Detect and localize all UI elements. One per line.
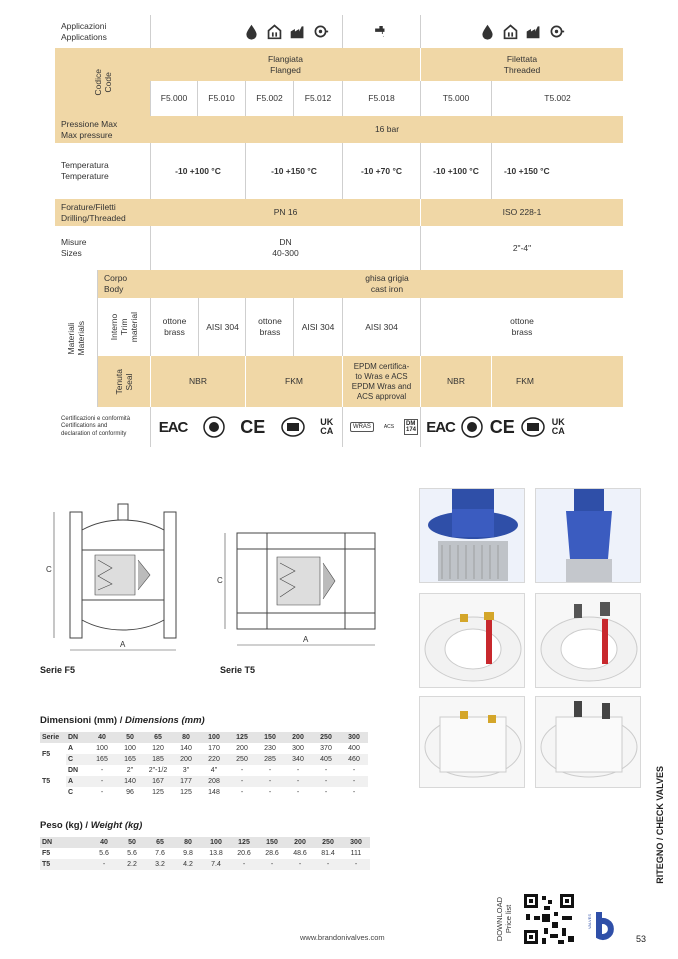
quality-seal-icon (461, 416, 483, 438)
temperature-value: -10 +150 °C (271, 165, 317, 176)
drilling-flanged: PN 16 (273, 207, 298, 217)
ce-mark: CE (240, 416, 266, 437)
pump-icon (548, 23, 565, 40)
dm174-mark: DM 174 (406, 421, 417, 433)
tap-icon (373, 23, 390, 40)
seal-value: EPDM certifica- to Wras e ACS EPDM Wras and ACS approval (351, 361, 412, 401)
body-row (98, 270, 623, 298)
drilling-row (55, 199, 623, 226)
seal-label-cell (98, 356, 150, 407)
cert-marks-drinking (345, 415, 423, 439)
wras-mark: WRAS (350, 422, 374, 432)
dim-a-label: A (303, 635, 309, 644)
temperature-value: -10 +100 °C (433, 165, 479, 176)
applications-row (55, 15, 623, 48)
temperature-value: -10 +100 °C (175, 165, 221, 176)
trim-row (98, 298, 623, 356)
seal-value: FKM (516, 376, 534, 386)
code-cell: T5.000 (442, 93, 470, 103)
water-drop-icon (479, 23, 496, 40)
max-pressure-row (55, 116, 623, 143)
table-row: C 165 165 185 200 220 250 285 340 405 460 (40, 754, 368, 765)
ce-mark: CE (489, 416, 515, 437)
product-photo (419, 593, 525, 688)
dim-c-label: C (46, 565, 52, 574)
product-photo (535, 696, 641, 788)
certifications-label: Certificazioni e conformità Certifications and declaration of conformity (61, 415, 131, 437)
temperature-row (55, 143, 623, 199)
code-cell: F5.018 (368, 93, 395, 103)
brand-text: VALVES (587, 914, 592, 929)
table-row: C - 96 125 125 148 - - - - - (68, 789, 356, 796)
certifications-row (55, 407, 623, 447)
applications-icons-drinking (343, 15, 420, 48)
flanged-header: Flangiata Flanged (268, 53, 303, 75)
download-label: DOWNLOAD Price list (495, 896, 513, 942)
website-link[interactable]: www.brandonivalves.com (300, 933, 385, 942)
threaded-valve-image (536, 489, 641, 583)
seal-row (98, 356, 623, 407)
t5-caption: Serie T5 (220, 665, 256, 675)
body-label: Corpo Body (104, 273, 128, 294)
weight-title: Peso (kg) / Weight (kg) (40, 820, 143, 831)
cert-marks-threaded (423, 415, 568, 439)
quality-seal-icon (203, 416, 225, 438)
trim-label: Interno Trim material (109, 311, 139, 343)
trim-value: AISI 304 (206, 321, 239, 332)
eac-mark: EAC (158, 418, 188, 436)
seal-value: NBR (447, 376, 465, 386)
seal-label: Tenuta Seal (114, 368, 134, 395)
product-photo (535, 488, 641, 583)
code-cell: F5.010 (208, 93, 235, 103)
side-title: RITEGNO / CHECK VALVES (655, 766, 665, 884)
product-photo (419, 696, 525, 788)
dim-a-label: A (120, 640, 126, 649)
ukca-mark: UK CA (320, 417, 334, 436)
codes-row (55, 81, 623, 116)
body-value: ghisa grigia cast iron (365, 273, 409, 294)
weight-table (40, 837, 370, 870)
f5-section-drawing (40, 490, 190, 660)
table-row: DN 40 50 65 80 100 125 150 200 250 300 (40, 837, 370, 848)
cutaway-valve-image (536, 594, 641, 688)
dim-c-label: C (217, 576, 223, 585)
seal-value: NBR (189, 376, 207, 386)
table-row: T5 DN - 2" 2"-1/2 3" 4" - - - - - (42, 767, 356, 785)
factory-icon (289, 23, 306, 40)
temperature-value: -10 +150 °C (504, 165, 550, 176)
drilling-label: Forature/Filetti Drilling/Threaded (61, 201, 126, 223)
max-pressure-label: Pressione Max Max pressure (61, 118, 118, 140)
applications-label: Applicazioni Applications (61, 20, 107, 42)
threaded-header: Filettata Threaded (503, 53, 541, 75)
seal-value: FKM (285, 376, 303, 386)
code-label: Codice Code (92, 68, 113, 96)
ukca-mark: UK CA (551, 417, 565, 436)
max-pressure-value: 16 bar (374, 124, 400, 134)
cutaway-valve-image (420, 594, 525, 688)
table-row: F5 A 100 100 120 140 170 200 230 300 370 400 (42, 745, 360, 758)
product-photo (419, 488, 525, 583)
house-heating-icon (502, 23, 519, 40)
product-photo (535, 593, 641, 688)
code-cell: F5.002 (256, 93, 283, 103)
code-cell: F5.012 (304, 93, 332, 103)
gost-seal-icon (281, 417, 305, 437)
table-row: Serie DN 40 50 65 80 100 125 150 200 250 300 (40, 732, 368, 743)
gost-seal-icon (521, 417, 545, 437)
temperature-value: -10 +70 °C (361, 165, 402, 176)
table-row: F5 5.6 5.6 7.6 9.8 13.8 20.6 28.6 48.6 81.4 111 (42, 850, 362, 857)
body-valve-image (420, 697, 525, 788)
trim-value: ottone brass (258, 316, 282, 337)
t5-section-drawing (215, 525, 380, 650)
sizes-label: Misure Sizes (61, 237, 87, 258)
trim-label-cell (98, 298, 150, 356)
dimensions-title: Dimensioni (mm) / Dimensions (mm) (40, 715, 205, 726)
side-title-wrap (652, 755, 668, 895)
sizes-flanged: DN 40-300 (272, 237, 299, 258)
water-drop-icon (243, 23, 260, 40)
materials-label-cell (55, 270, 97, 407)
dimensions-table (40, 732, 368, 798)
code-cell: T5.002 (544, 93, 571, 103)
pump-icon (312, 23, 329, 40)
eac-mark: EAC (426, 418, 455, 436)
trim-value: AISI 304 (301, 321, 335, 332)
materials-label: Materiali Materials (66, 321, 86, 356)
brand-logo (585, 910, 615, 944)
house-heating-icon (266, 23, 283, 40)
sizes-threaded: 2"-4" (512, 242, 532, 253)
flanged-valve-image (420, 489, 525, 583)
drilling-threaded: ISO 228-1 (502, 207, 542, 217)
table-row: A - 140 167 177 208 - - - - - (40, 776, 368, 787)
body-valve-image (536, 697, 641, 788)
qr-code[interactable] (522, 892, 576, 946)
cert-marks-flanged (151, 415, 341, 439)
trim-value: ottone brass (162, 316, 187, 337)
download-label-wrap (494, 893, 514, 945)
f5-caption: Serie F5 (40, 665, 76, 675)
sizes-row (55, 226, 623, 270)
factory-icon (525, 23, 542, 40)
spec-table (55, 15, 623, 447)
acs-mark: ACS (383, 424, 395, 430)
trim-value: ottone brass (510, 316, 534, 337)
temperature-label: Temperatura Temperature (61, 160, 109, 181)
code-cell: F5.000 (160, 93, 188, 103)
table-row: T5 - 2.2 3.2 4.2 7.4 - - - - - (40, 859, 370, 870)
trim-value: AISI 304 (365, 321, 398, 332)
page-number: 53 (636, 934, 647, 944)
applications-icons-threaded (421, 15, 623, 48)
